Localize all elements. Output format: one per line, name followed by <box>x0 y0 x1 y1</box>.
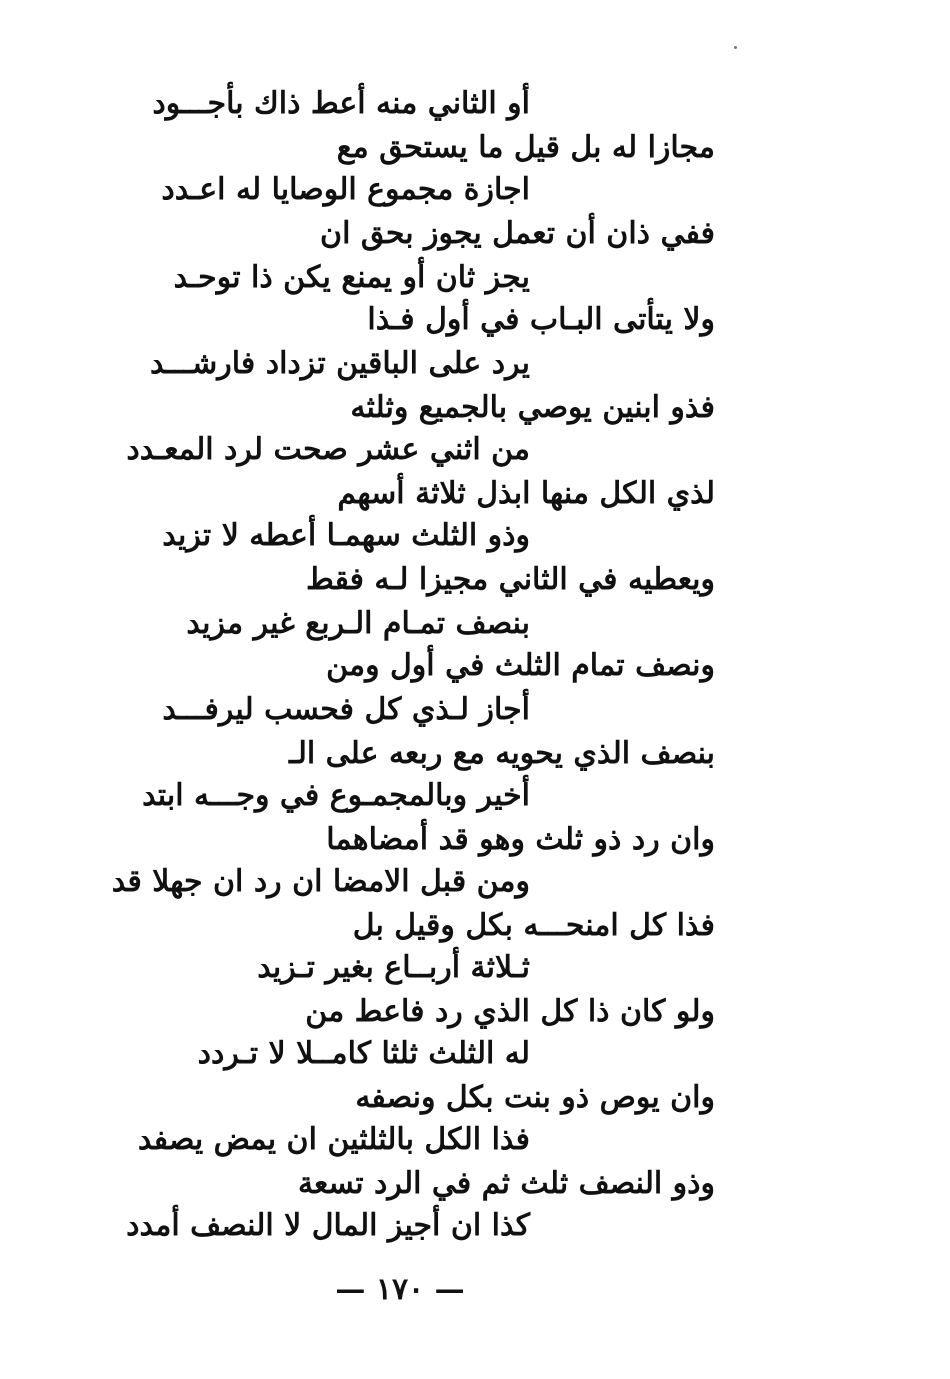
poem-line: أو الثاني منه أعط ذاك بأجـــود <box>152 86 530 121</box>
poem-line: فذا الكل بالثلثين ان يمض يصفد <box>137 1122 530 1157</box>
poem-line: ثـلاثة أربــاع بغير تـزيد <box>257 950 530 985</box>
poem-line: بنصف الذي يحويه مع ربعه على الـ <box>288 736 715 771</box>
poem-line: وذو الثلث سهمـا أعطه لا تزيد <box>162 518 530 553</box>
poem-line: أخير وبالمجمـوع في وجـــه ابتد <box>142 778 530 813</box>
poem-line: وذو النصف ثلث ثم في الرد تسعة <box>297 1166 715 1201</box>
poem-line: لذي الكل منها ابذل ثلاثة أسهم <box>337 476 715 511</box>
poem-line: اجازة مجموع الوصايا له اعـدد <box>161 172 530 207</box>
poem-line: وان رد ذو ثلث وهو قد أمضاهما <box>326 822 715 857</box>
poem-line: ويعطيه في الثاني مجيزا لـه فقط <box>305 562 715 597</box>
poem-line: ومن قبل الامضا ان رد ان جهلا قد <box>111 864 530 899</box>
poem-line: كذا ان أجيز المال لا النصف أمدد <box>126 1208 530 1243</box>
poem-line: ونصف تمام الثلث في أول ومن <box>326 648 715 683</box>
poem-line: من اثني عشر صحت لرد المعـدد <box>126 432 530 467</box>
poem-line: ولو كان ذا كل الذي رد فاعط من <box>305 994 715 1029</box>
poem-line: وان يوص ذو بنت بكل ونصفه <box>355 1080 715 1115</box>
poem-line: ولا يتأتى البـاب في أول فـذا <box>367 302 715 337</box>
page-number: — ١٧٠ — <box>335 1272 465 1307</box>
poem-line: ففي ذان أن تعمل يجوز بحق ان <box>320 216 715 251</box>
poem-line: مجازا له بل قيل ما يستحق مع <box>336 130 715 165</box>
poem-line: يرد على الباقين تزداد فارشـــد <box>150 346 530 381</box>
poem-line: له الثلث ثلثا كامــلا لا تـردد <box>197 1036 530 1071</box>
poem-line: فذا كل امنحـــه بكل وقيل بل <box>352 908 715 943</box>
poem-line: فذو ابنين يوصي بالجميع وثلثه <box>350 390 715 425</box>
poem-line: يجز ثان أو يمنع يكن ذا توحـد <box>173 260 530 295</box>
poem-line: أجاز لـذي كل فحسب ليرفـــد <box>162 692 530 727</box>
poem-line: بنصف تمـام الـربع غير مزيد <box>186 606 530 641</box>
